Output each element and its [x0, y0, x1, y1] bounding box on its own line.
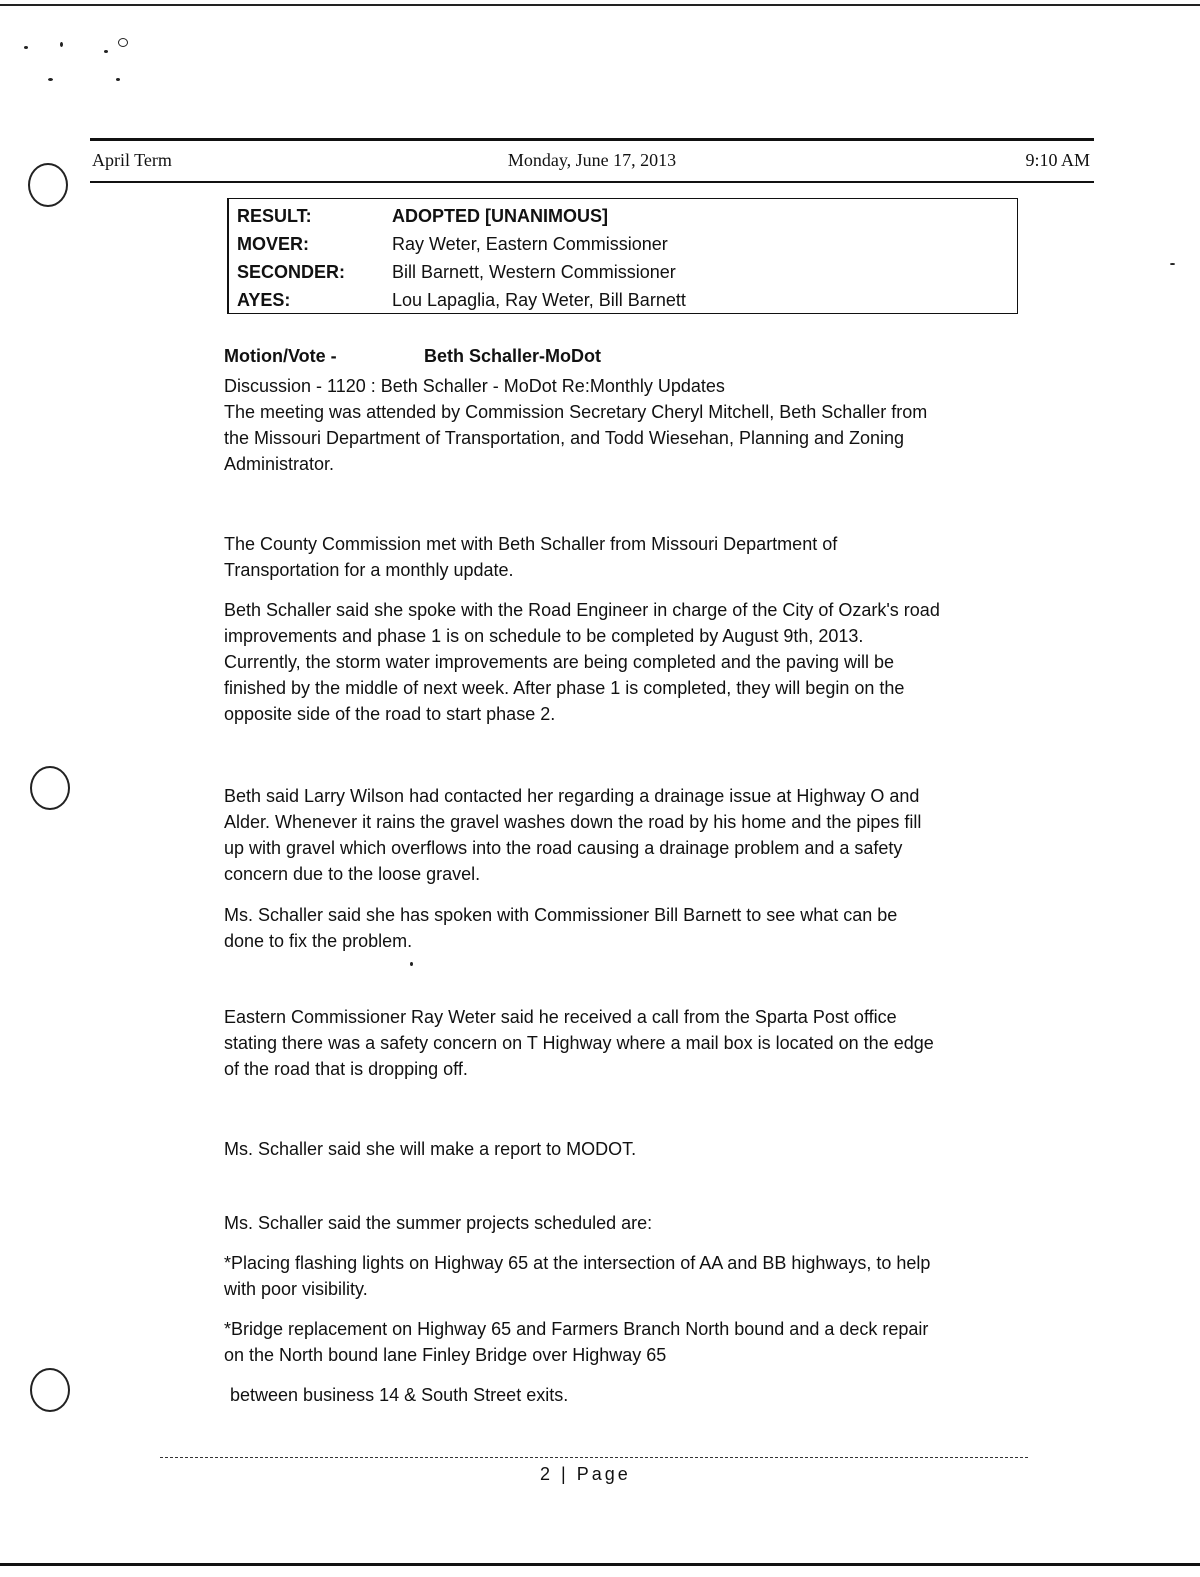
- scan-speck: [24, 46, 28, 49]
- vote-result-table: [227, 198, 1018, 314]
- scan-speck: [60, 42, 63, 47]
- vote-label: MOVER:: [237, 234, 309, 254]
- footer-rule: [160, 1457, 1028, 1458]
- body-line: Beth said Larry Wilson had contacted her regarding a drainage issue at Highway O and: [224, 786, 920, 806]
- body-line: *Bridge replacement on Highway 65 and Farmers Branch North bound and a deck repair: [224, 1319, 929, 1339]
- scan-speck: [1170, 263, 1175, 265]
- body-line: Ms. Schaller said the summer projects scheduled are:: [224, 1213, 653, 1233]
- header-date: Monday, June 17, 2013: [507, 150, 677, 170]
- body-line: improvements and phase 1 is on schedule to be completed by August 9th, 2013.: [224, 626, 864, 646]
- body-line: of the road that is dropping off.: [224, 1059, 468, 1079]
- header-term: April Term: [92, 150, 172, 170]
- body-line: the Missouri Department of Transportation, and Todd Wiesehan, Planning and Zoning: [224, 428, 905, 448]
- body-line: concern due to the loose gravel.: [224, 864, 481, 884]
- body-line: between business 14 & South Street exits.: [230, 1385, 569, 1405]
- body-line: done to fix the problem.: [224, 931, 413, 951]
- scan-edge-top: [0, 4, 1200, 6]
- body-line: The meeting was attended by Commission Secretary Cheryl Mitchell, Beth Schaller from: [224, 402, 928, 422]
- body-line: Ms. Schaller said she will make a report to MODOT.: [224, 1139, 637, 1159]
- vote-label: SECONDER:: [237, 262, 346, 282]
- scan-speck: [104, 50, 108, 53]
- body-line: Beth Schaller said she spoke with the Road Engineer in charge of the City of Ozark's road: [224, 600, 940, 620]
- punch-hole: [30, 766, 70, 810]
- vote-row-mover: [237, 230, 1017, 258]
- vote-row-ayes: [237, 286, 1017, 314]
- vote-value: ADOPTED [UNANIMOUS]: [392, 206, 608, 226]
- motion-title: Beth Schaller-MoDot: [424, 346, 602, 366]
- body-line: Transportation for a monthly update.: [224, 560, 514, 580]
- body-line: Administrator.: [224, 454, 335, 474]
- scan-edge-bottom: [0, 1563, 1200, 1566]
- vote-value: Lou Lapaglia, Ray Weter, Bill Barnett: [392, 290, 686, 310]
- scan-speck: [116, 78, 120, 81]
- body-line: *Placing flashing lights on Highway 65 at the intersection of AA and BB highways, to help: [224, 1253, 931, 1273]
- page-header: [90, 150, 1094, 180]
- vote-value: Bill Barnett, Western Commissioner: [392, 262, 676, 282]
- scan-speck: [118, 38, 128, 47]
- body-line: opposite side of the road to start phase 2.: [224, 704, 556, 724]
- vote-row-result: [237, 202, 1017, 230]
- punch-hole: [28, 163, 68, 207]
- motion-label: Motion/Vote -: [224, 346, 337, 366]
- punch-hole: [30, 1368, 70, 1412]
- body-line: Ms. Schaller said she has spoken with Commissioner Bill Barnett to see what can be: [224, 905, 898, 925]
- header-time: 9:10 AM: [1025, 150, 1090, 170]
- header-rule-bottom: [90, 181, 1094, 183]
- vote-label: AYES:: [237, 290, 291, 310]
- vote-row-seconder: [237, 258, 1017, 286]
- vote-label: RESULT:: [237, 206, 312, 226]
- body-line: The County Commission met with Beth Schaller from Missouri Department of: [224, 534, 838, 554]
- body-line: Eastern Commissioner Ray Weter said he received a call from the Sparta Post office: [224, 1007, 897, 1027]
- discussion-line: Discussion - 1120 : Beth Schaller - MoDot Re:Monthly Updates: [224, 376, 725, 396]
- body-line: stating there was a safety concern on T Highway where a mail box is located on the edge: [224, 1033, 934, 1053]
- scan-speck: [48, 78, 53, 81]
- body-line: Alder. Whenever it rains the gravel washes down the road by his home and the pipes fill: [224, 812, 922, 832]
- body-line: on the North bound lane Finley Bridge over Highway 65: [224, 1345, 667, 1365]
- scan-speck: [410, 962, 413, 966]
- vote-value: Ray Weter, Eastern Commissioner: [392, 234, 668, 254]
- header-rule-top: [90, 138, 1094, 141]
- body-line: with poor visibility.: [224, 1279, 368, 1299]
- body-line: Currently, the storm water improvements are being completed and the paving will be: [224, 652, 894, 672]
- body-line: finished by the middle of next week. After phase 1 is completed, they will begin on the: [224, 678, 905, 698]
- page-number: 2 | Page: [540, 1464, 631, 1484]
- motion-heading: [224, 346, 602, 367]
- body-line: up with gravel which overflows into the road causing a drainage problem and a safety: [224, 838, 903, 858]
